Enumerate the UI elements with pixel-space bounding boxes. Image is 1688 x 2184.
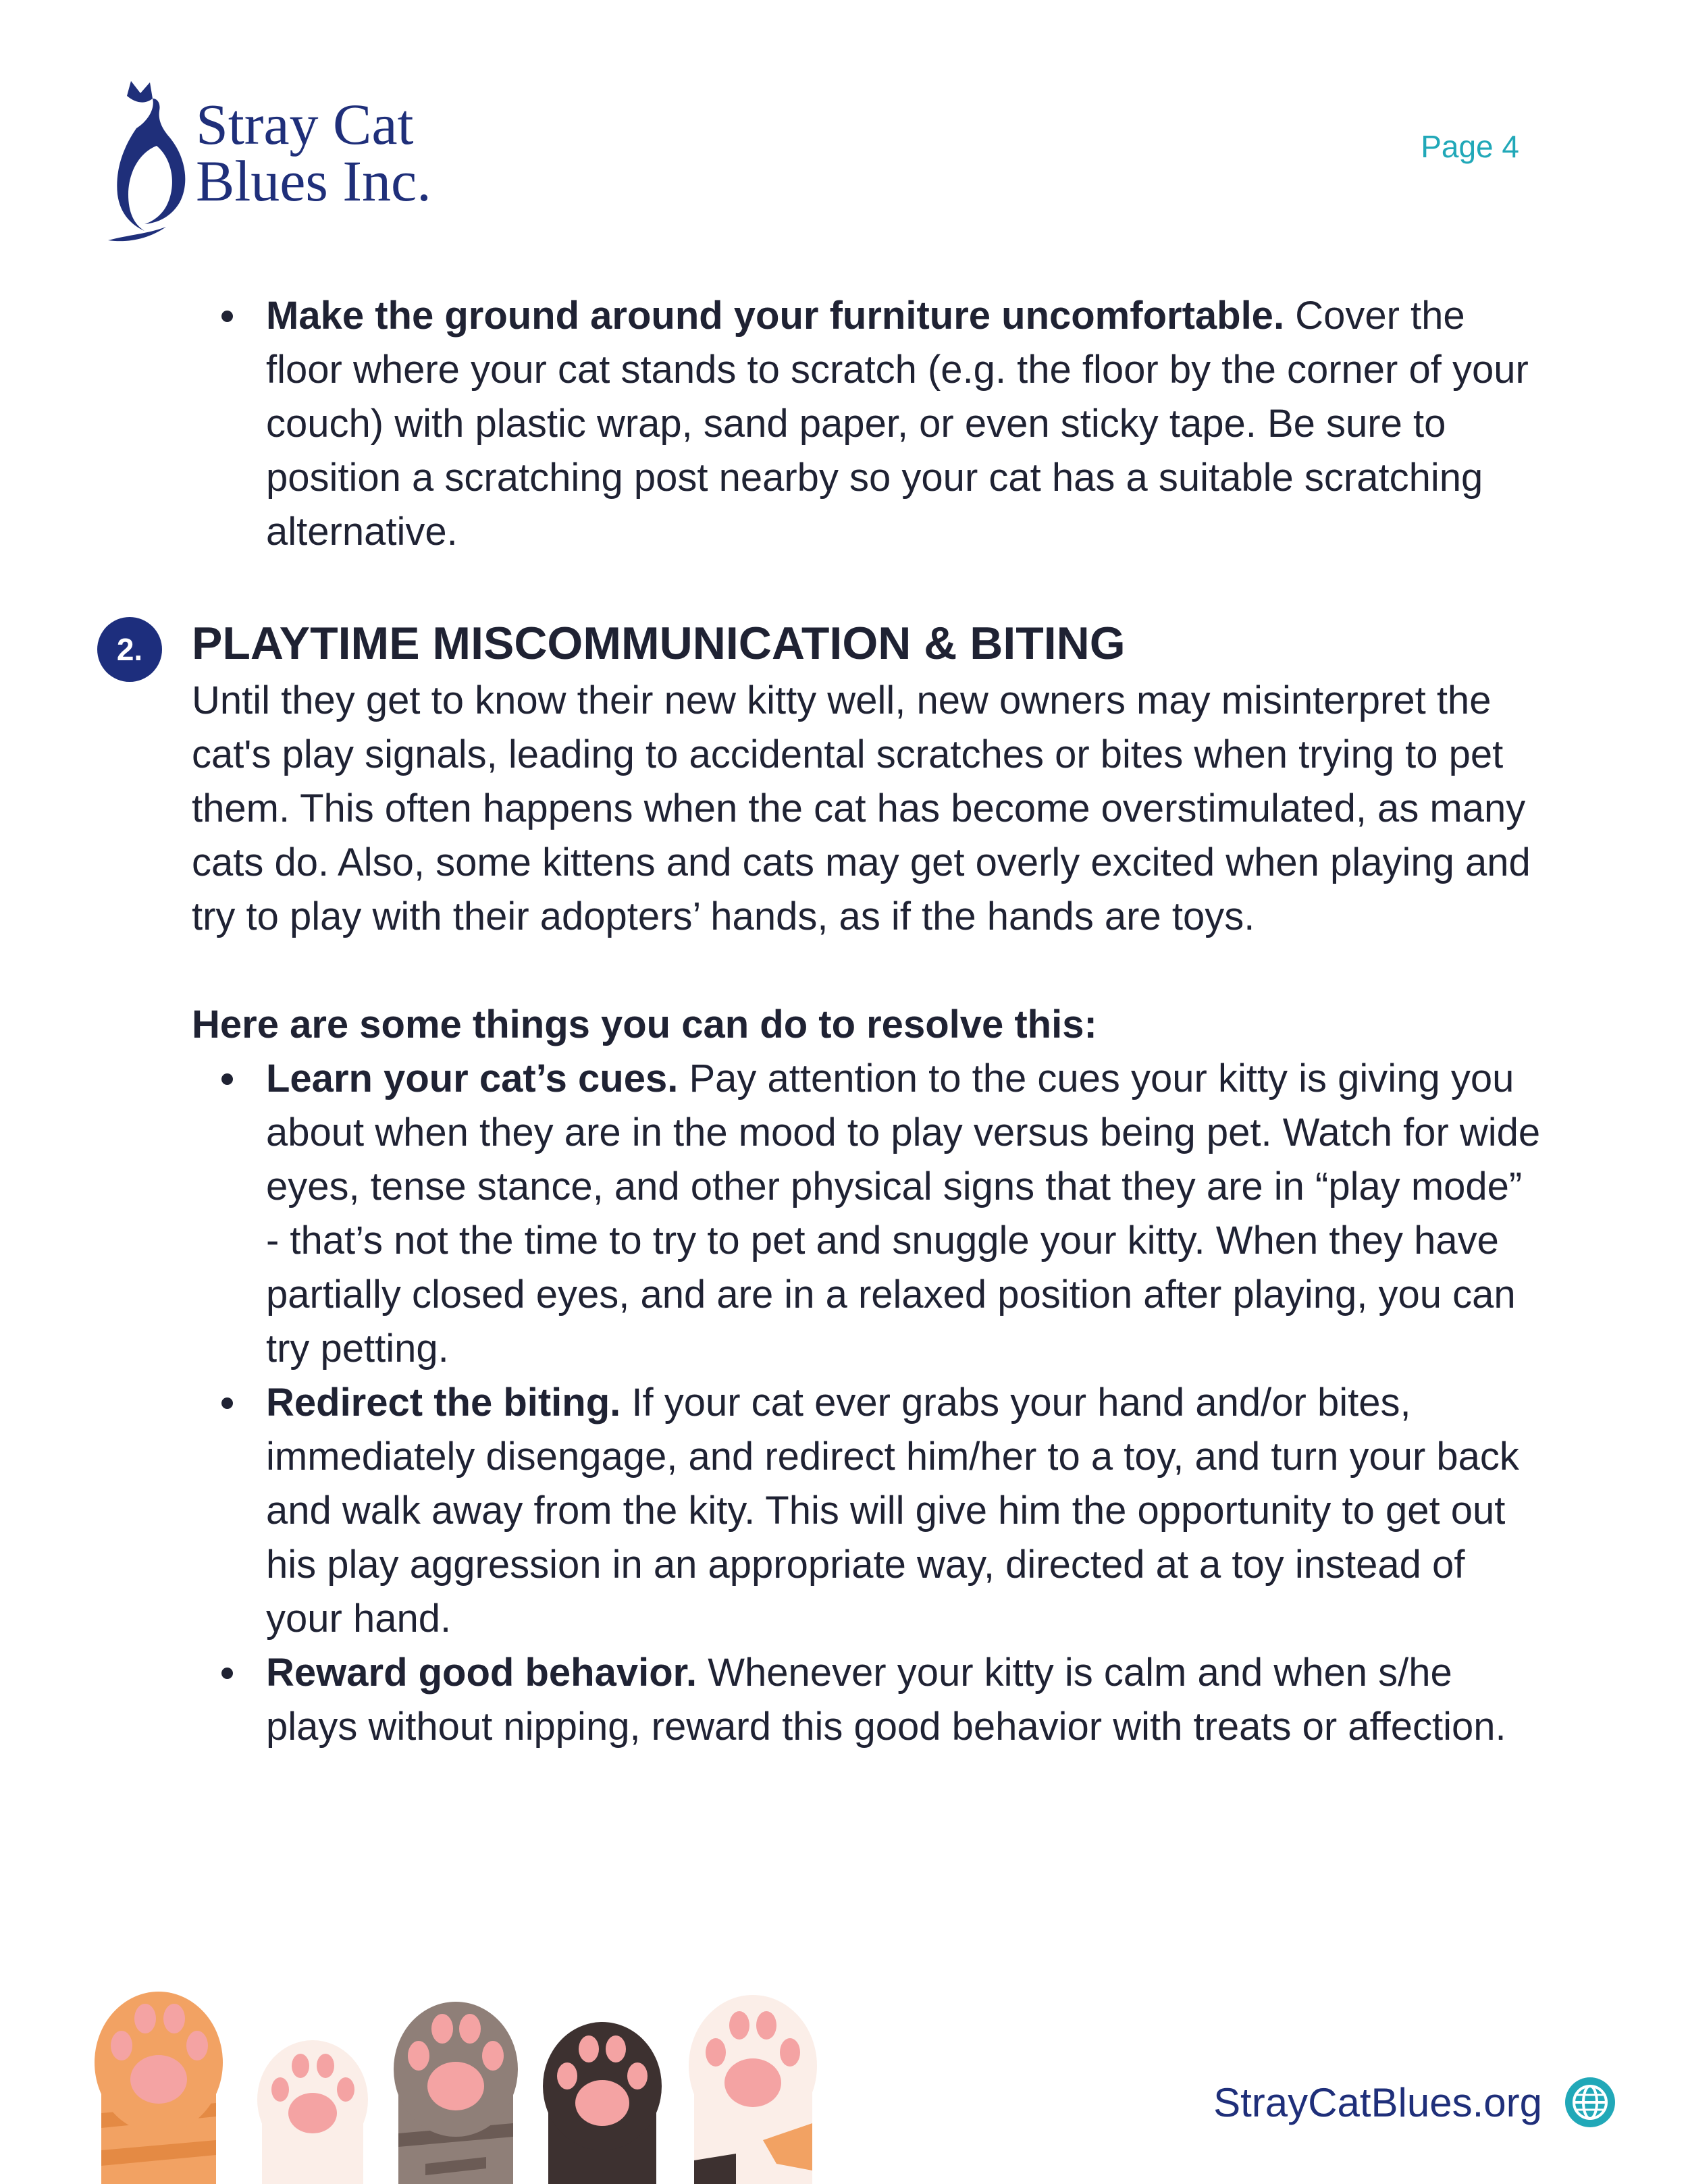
bullet-bold-lead: Make the ground around your furniture uncomfortable. [266, 294, 1285, 338]
section-title: PLAYTIME MISCOMMUNICATION & BITING [192, 618, 1126, 669]
tip-bold-lead: Redirect the biting. [266, 1381, 621, 1424]
paw-black-icon [543, 2022, 662, 2184]
paw-grey-icon [394, 2002, 518, 2184]
footer [1213, 2077, 1615, 2127]
cat-paws-illustration [88, 1978, 885, 2184]
tip-text: Whenever your kitty is calm and when s/he plays without nipping, reward this good behavior with treats or affection. [266, 1651, 1506, 1749]
tip-text: If your cat ever grabs your hand and/or bites, immediately disengage, and redirect him/her to a toy, and turn your back and walk away from the kity. This will give him the opportunity to get out his play aggression in an appropriate way, directed at a toy instead of your hand. [266, 1381, 1519, 1641]
section-body: Until they get to know their new kitty well, new owners may misinterpret the cat's play signals, leading to accidental scratches or bites when trying to pet them. This often happens when the cat has become overstimulated, as many cats do. Also, some kittens and cats may get overly excited when playing and try to play with their adopters’ hands, as if the hands are toys. [192, 678, 1531, 938]
list-item [266, 1646, 1542, 1754]
brand-name [196, 92, 431, 213]
section-number-badge: 2. [97, 617, 162, 682]
bullet-text: Cover the floor where your cat stands to scratch (e.g. the floor by the corner of your couch) with plastic wrap, sand paper, or even sticky tape. Be sure to position a scratching post nearby so your cat has a suitable scratching alternative. [266, 294, 1529, 554]
paw-orange-icon [95, 1992, 223, 2184]
main-content [116, 289, 1542, 1754]
brand-name-line2: Blues Inc. [196, 149, 431, 213]
tip-bold-lead: Learn your cat’s cues. [266, 1057, 679, 1100]
globe-icon [1565, 2077, 1615, 2127]
tips-list [192, 1052, 1542, 1754]
tip-bold-lead: Reward good behavior. [266, 1651, 697, 1695]
cat-silhouette-icon [101, 81, 196, 243]
paw-white-icon [257, 2040, 368, 2184]
page-number: Page 4 [1421, 129, 1519, 164]
list-item [266, 1052, 1542, 1376]
brand-logo [101, 81, 466, 243]
tips-heading: Here are some things you can do to resolve this: [192, 1003, 1097, 1046]
list-item [266, 289, 1542, 559]
website-link[interactable]: StrayCatBlues.org [1213, 2079, 1542, 2125]
tip-text: Pay attention to the cues your kitty is giving you about when they are in the mood to play versus being pet. Watch for wide eyes, tense stance, and other physical signs that they are in “play mode” - that’s not the time to try to pet and snuggle your kitty. When they have partially closed eyes, and are in a relaxed position after playing, you can try petting. [266, 1057, 1541, 1370]
section-header [116, 613, 1542, 674]
intro-bullet-list [192, 289, 1542, 559]
list-item [266, 1376, 1542, 1646]
brand-name-line1: Stray Cat [196, 92, 414, 157]
paw-calico-icon [689, 1995, 817, 2184]
